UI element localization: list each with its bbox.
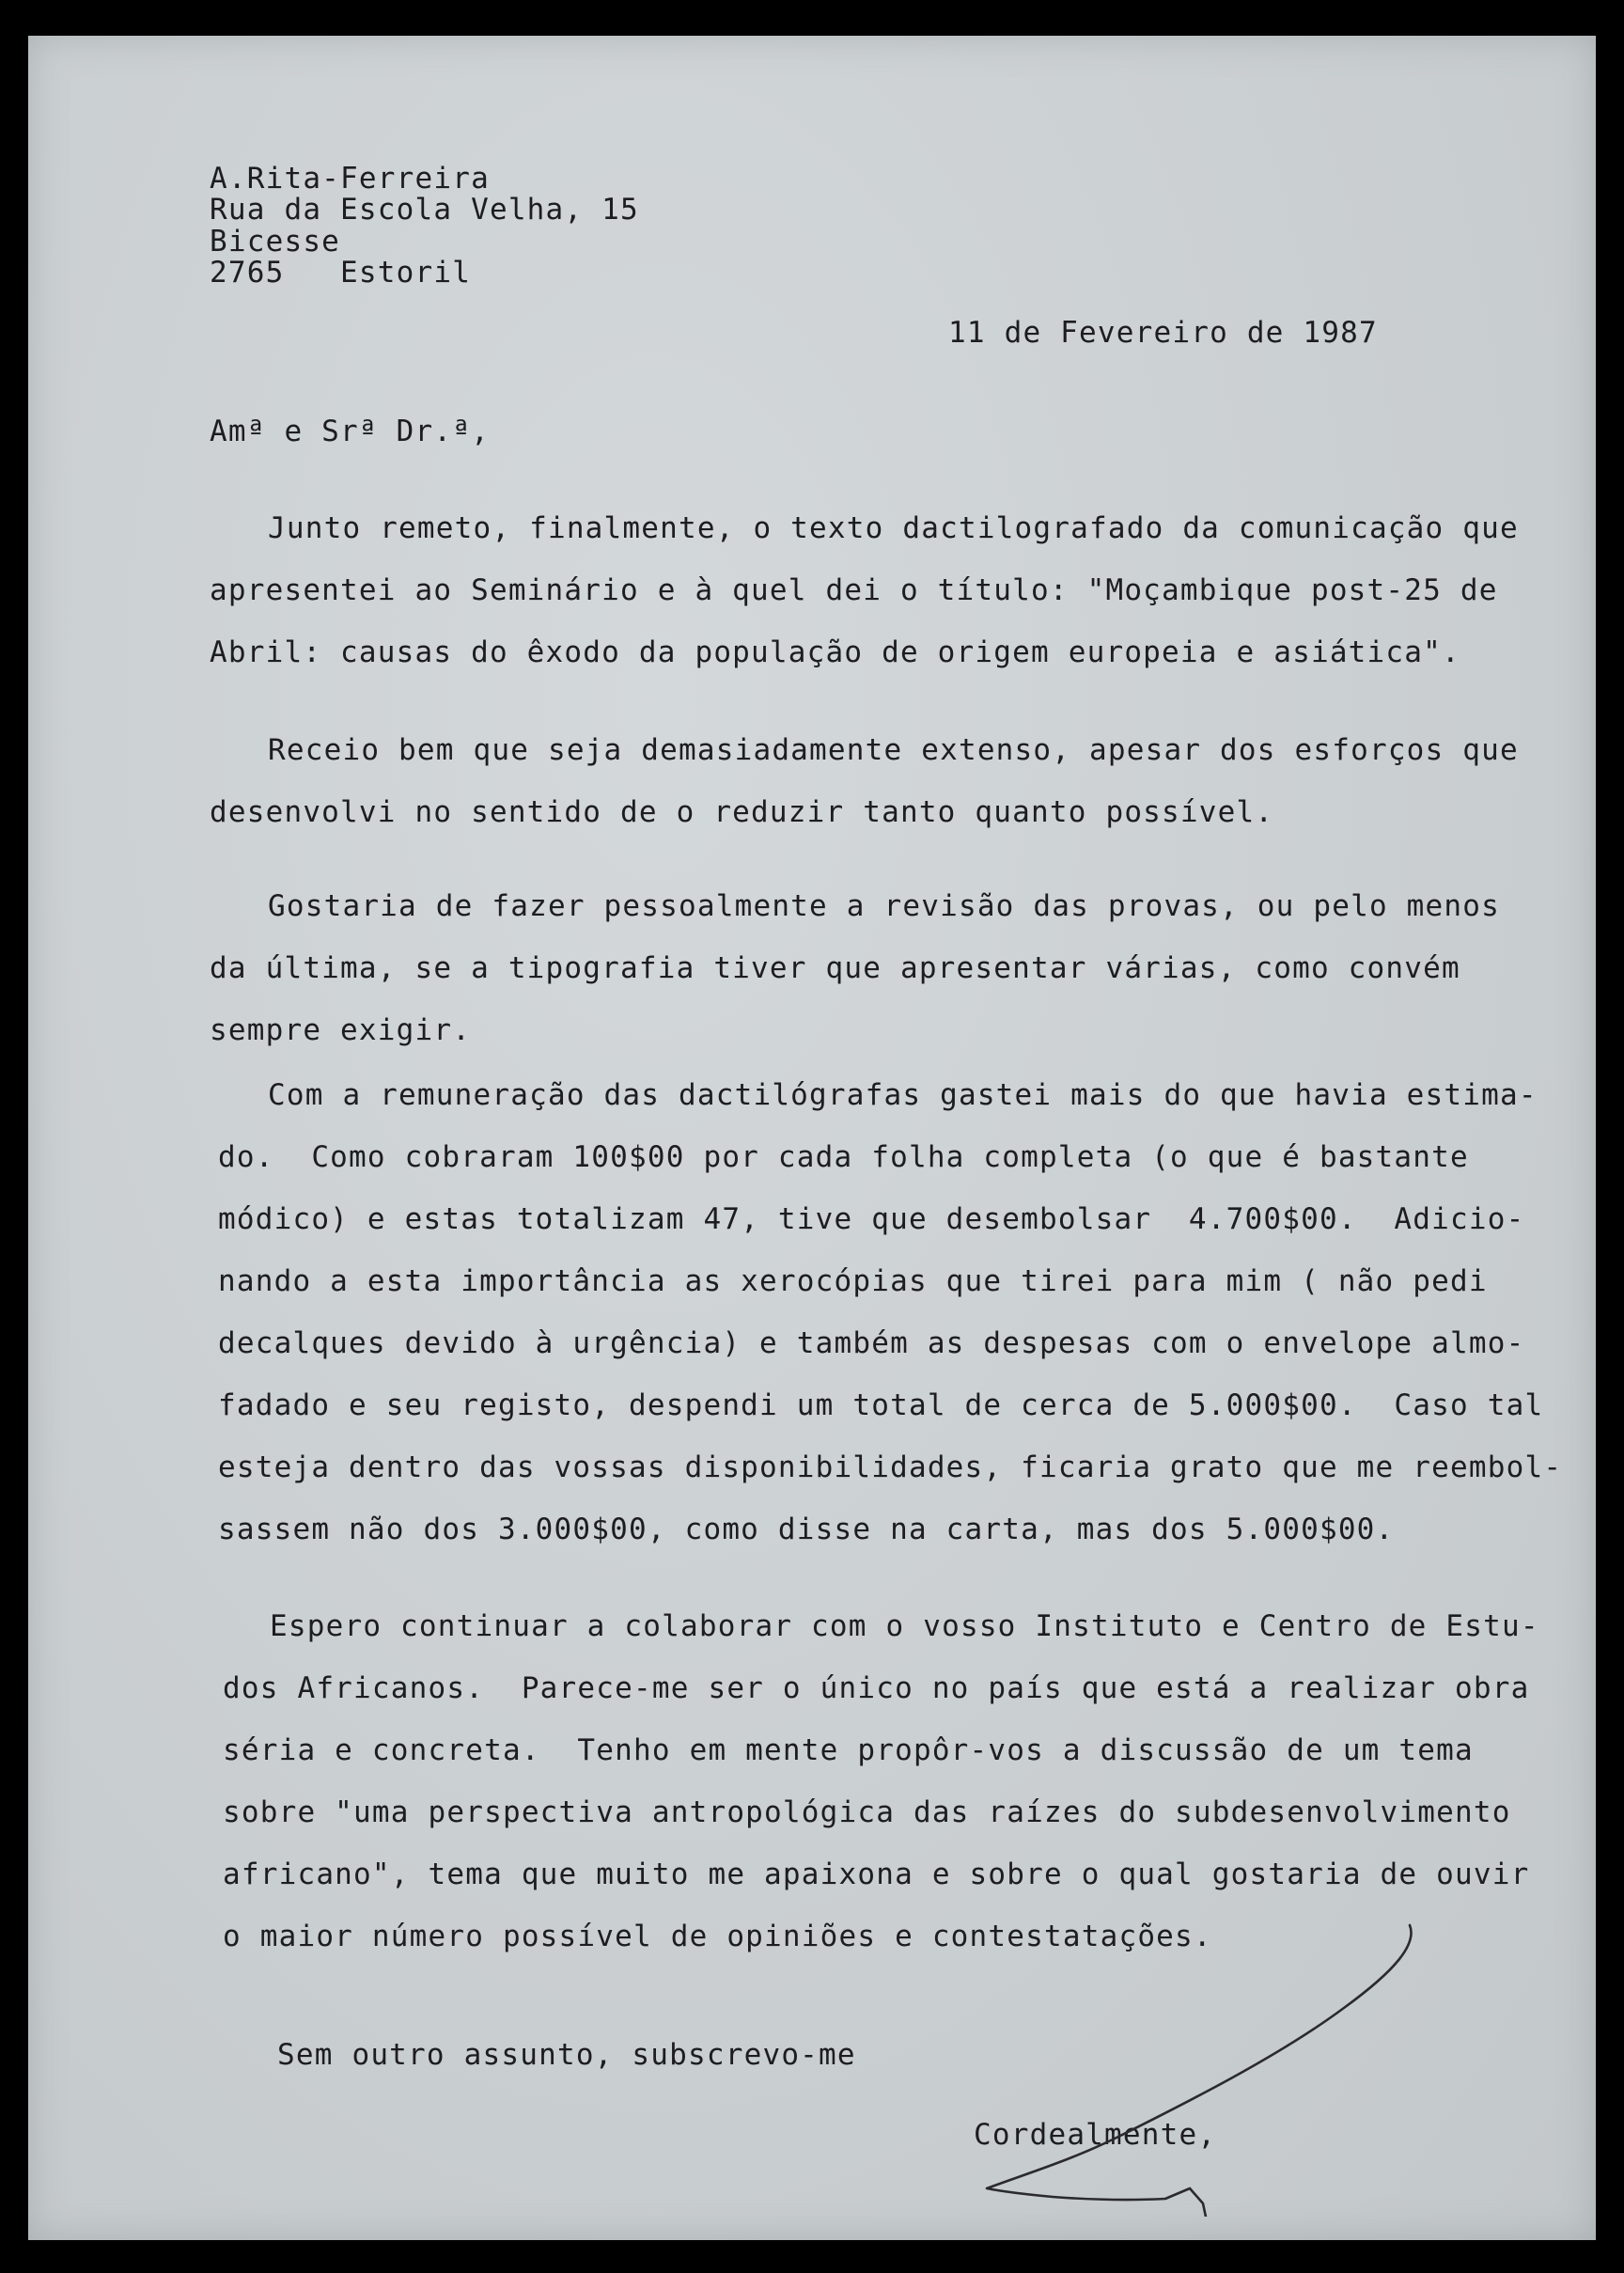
salutation: Amª e Srª Dr.ª,: [210, 415, 490, 448]
sender-postal: 2765 Estoril: [210, 256, 472, 290]
sender-name: A.Rita-Ferreira: [210, 162, 490, 196]
paragraph-3-line-1: Gostaria de fazer pessoalmente a revisão das provas, ou pelo menos: [268, 889, 1500, 923]
paragraph-3-line-3: sempre exigir.: [210, 1013, 472, 1047]
handwritten-signature: [968, 1906, 1457, 2217]
paragraph-3-line-2: da última, se a tipografia tiver que apresentar várias, como convém: [210, 951, 1460, 985]
paragraph-4-line-8: sassem não dos 3.000$00, como disse na carta, mas dos 5.000$00.: [218, 1513, 1395, 1546]
letter-page: [28, 36, 1596, 2240]
closing-line: Sem outro assunto, subscrevo-me: [277, 2038, 856, 2072]
paragraph-1-line-3: Abril: causas do êxodo da população de origem europeia e asiática".: [210, 635, 1460, 669]
paragraph-5-line-5: africano", tema que muito me apaixona e sobre o qual gostaria de ouvir: [223, 1858, 1530, 1891]
paragraph-5-line-2: dos Africanos. Parece-me ser o único no país que está a realizar obra: [223, 1671, 1530, 1705]
paragraph-1-line-1: Junto remeto, finalmente, o texto dactilografado da comunicação que: [268, 511, 1519, 545]
paragraph-2-line-2: desenvolvi no sentido de o reduzir tanto quanto possível.: [210, 795, 1274, 829]
letter-date: 11 de Fevereiro de 1987: [948, 316, 1378, 350]
paragraph-5-line-4: sobre "uma perspectiva antropológica das raízes do subdesenvolvimento: [223, 1795, 1511, 1829]
paragraph-4-line-7: esteja dentro das vossas disponibilidades, ficaria grato que me reembol-: [218, 1450, 1563, 1484]
sender-locality: Bicesse: [210, 225, 341, 259]
paragraph-4-line-4: nando a esta importância as xerocópias que tirei para mim ( não pedi: [218, 1264, 1488, 1298]
valediction: Cordealmente,: [974, 2118, 1217, 2152]
paragraph-4-line-6: fadado e seu registo, despendi um total de cerca de 5.000$00. Caso tal: [218, 1388, 1544, 1422]
sender-street: Rua da Escola Velha, 15: [210, 193, 639, 227]
paragraph-4-line-5: decalques devido à urgência) e também as despesas com o envelope almo-: [218, 1326, 1525, 1360]
paragraph-4-line-3: módico) e estas totalizam 47, tive que desembolsar 4.700$00. Adicio-: [218, 1202, 1525, 1236]
paragraph-4-line-2: do. Como cobraram 100$00 por cada folha completa (o que é bastante: [218, 1140, 1469, 1174]
paragraph-5-line-3: séria e concreta. Tenho em mente propôr-vos a discussão de um tema: [223, 1733, 1474, 1767]
paragraph-1-line-2: apresentei ao Seminário e à quel dei o título: "Moçambique post-25 de: [210, 573, 1498, 607]
paragraph-2-line-1: Receio bem que seja demasiadamente extenso, apesar dos esforços que: [268, 733, 1519, 767]
paragraph-5-line-1: Espero continuar a colaborar com o vosso Instituto e Centro de Estu-: [270, 1609, 1539, 1643]
paragraph-5-line-6: o maior número possível de opiniões e contestatações.: [223, 1920, 1212, 1953]
paragraph-4-line-1: Com a remuneração das dactilógrafas gastei mais do que havia estima-: [268, 1078, 1538, 1112]
